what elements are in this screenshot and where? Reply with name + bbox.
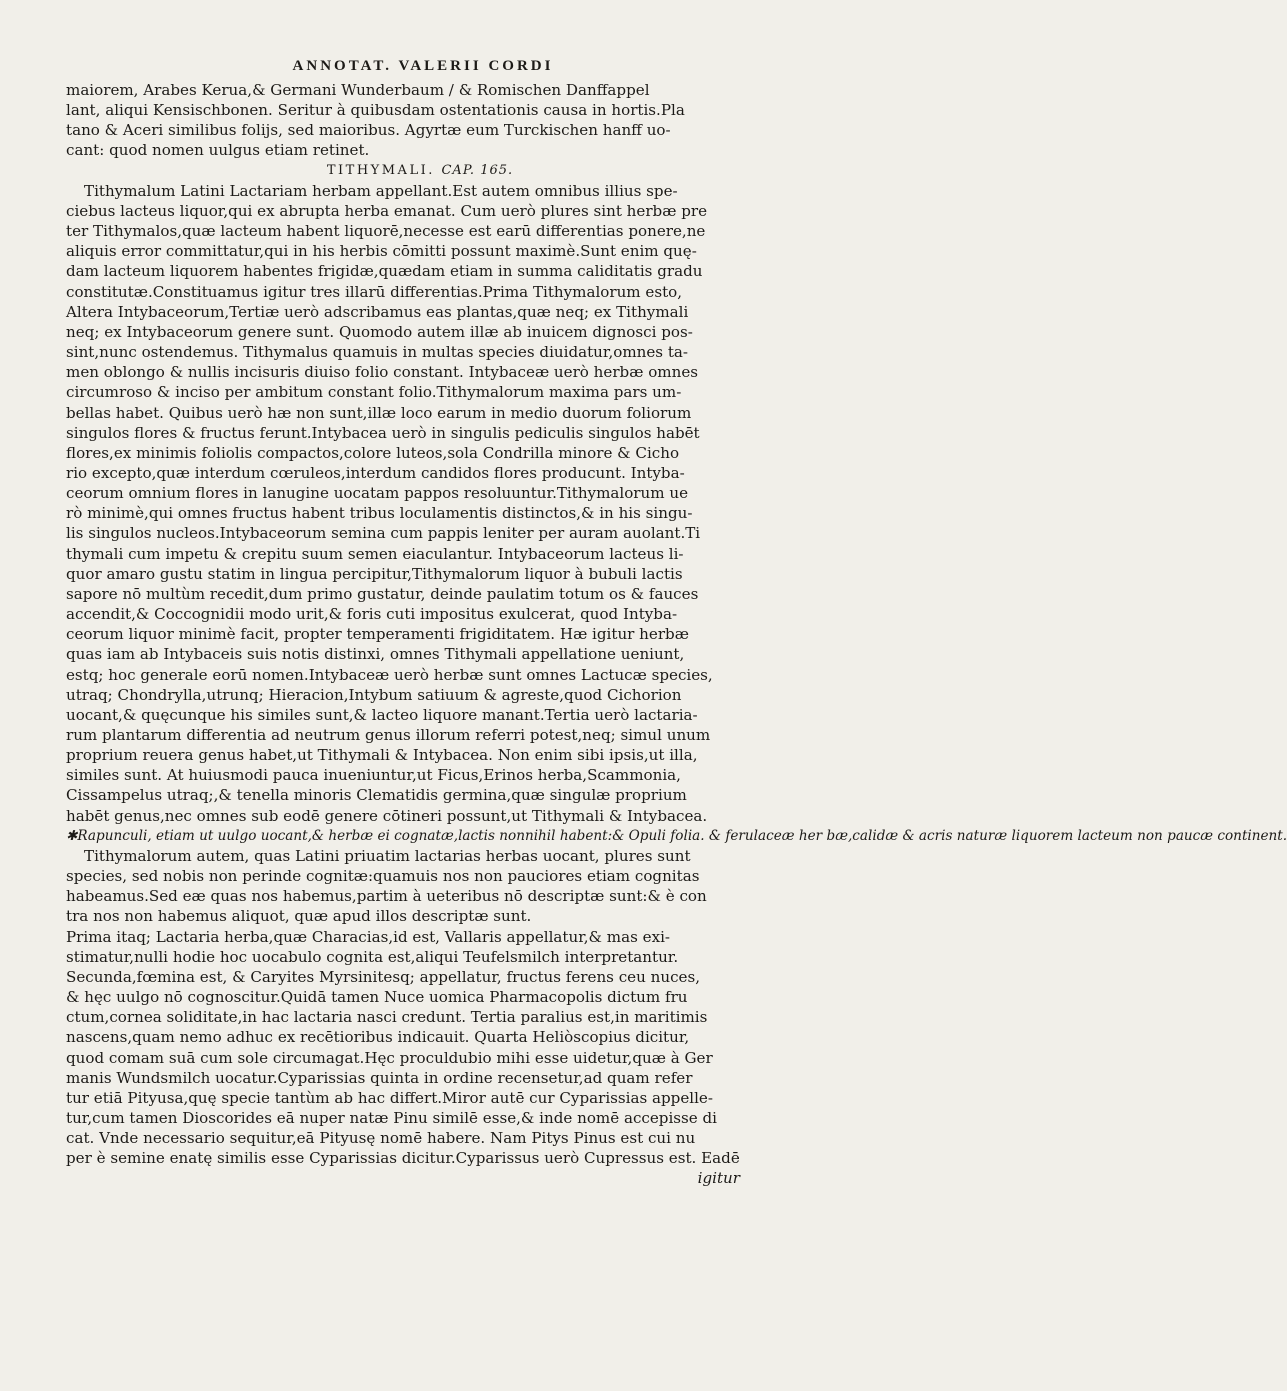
text-line: rio excepto,quæ interdum cœruleos,interdum candidos flores producunt. Intyba- bbox=[66, 463, 685, 482]
text-line: Altera Intybaceorum,Tertiæ uerò adscribamus eas plantas,quæ neq; ex Tithymali bbox=[66, 302, 689, 321]
text-line: ceorum liquor minimè facit, propter temperamenti frigiditatem. Hæ igitur herbæ bbox=[66, 625, 689, 644]
text-line: constitutæ.Constituamus igitur tres illarū differentias.Prima Tithymalorum esto, bbox=[66, 282, 683, 301]
text-line: circumroso & inciso per ambitum constant folio.Tithymalorum maxima pars um- bbox=[66, 383, 682, 402]
text-line: Cissampelus utraq;,& tenella minoris Clematidis germina,quæ singulæ proprium bbox=[66, 786, 687, 805]
text-line: rò minimè,qui omnes fructus habent tribus loculamentis distinctos,& in his singu- bbox=[66, 504, 693, 523]
marginal-note bbox=[66, 826, 1287, 846]
text-line: Tithymalum Latini Lactariam herbam appellant.Est autem omnibus illius spe- bbox=[84, 181, 678, 200]
text-line: per è semine enatę similis esse Cyparissias dicitur.Cyparissus uerò Cupressus est. Eadē bbox=[66, 1149, 740, 1168]
text-line: habeamus.Sed eæ quas nos habemus,partim à ueteribus nō descriptæ sunt:& è con bbox=[66, 887, 707, 906]
chapter-title: TITHYMALI. bbox=[326, 162, 435, 178]
text-line: flores,ex minimis foliolis compactos,colore luteos,sola Condrilla minore & Cicho bbox=[66, 443, 680, 462]
text-line: manis Wundsmilch uocatur.Cyparissias quinta in ordine recensetur,ad quam refer bbox=[66, 1068, 693, 1087]
text-line: cant: quod nomen uulgus etiam retinet. bbox=[66, 141, 370, 160]
text-line: tano & Aceri similibus folijs, sed maioribus. Agyrtæ eum Turckischen hanff uo- bbox=[66, 121, 671, 140]
text-line: maiorem, Arabes Kerua,& Germani Wunderbaum / & Romischen Danffappel bbox=[66, 81, 650, 99]
text-line: neq; ex Intybaceorum genere sunt. Quomodo autem illæ ab inuicem dignosci pos- bbox=[66, 322, 693, 341]
text-line: sapore nō multùm recedit,dum primo gustatur, deinde paulatim totum os & fauces bbox=[66, 584, 699, 603]
text-line: uocant,& quęcunque his similes sunt,& lacteo liquore manant.Tertia uerò lactaria- bbox=[66, 705, 698, 724]
text-line: quas iam ab Intybaceis suis notis distinxi, omnes Tithymali appellatione ueniunt, bbox=[66, 645, 685, 664]
text-line: tur,cum tamen Dioscorides eā nuper natæ Pinu similē esse,& inde nomē accepisse di bbox=[66, 1108, 717, 1127]
text-line: quor amaro gustu statim in lingua percipitur,Tithymalorum liquor à bubuli lactis bbox=[66, 564, 683, 583]
text-line: cat. Vnde necessario sequitur,eā Pityusę nomē habere. Nam Pitys Pinus est cui nu bbox=[66, 1129, 696, 1148]
text-line: thymali cum impetu & crepitu suum semen eiaculantur. Intybaceorum lacteus li- bbox=[66, 544, 684, 563]
text-line: ciebus lacteus liquor,qui ex abrupta herba emanat. Cum uerò plures sint herbæ pre bbox=[66, 201, 708, 220]
text-line: ter Tithymalos,quæ lacteum habent liquorē,necesse est earū differentias ponere,ne bbox=[66, 222, 706, 241]
opening-paragraph bbox=[66, 80, 774, 161]
text-line: sint,nunc ostendemus. Tithymalus quamuis in multas species diuidatur,omnes ta- bbox=[66, 343, 689, 362]
text-line: habēt genus,nec omnes sub eodē genere cōtineri possunt,ut Tithymali & Intybacea. bbox=[66, 806, 708, 825]
text-line: tur etiā Pityusa,quę specie tantùm ab hac differt.Miror autē cur Cyparissias appelle- bbox=[66, 1088, 713, 1107]
text-line: men oblongo & nullis incisuris diuiso folio constant. Intybaceæ uerò herbæ omnes bbox=[66, 363, 698, 382]
text-line: lis singulos nucleos.Intybaceorum semina cum pappis leniter per auram auolant.Ti bbox=[66, 524, 701, 543]
text-line: aliquis error committatur,qui in his herbis cōmitti possunt maximè.Sunt enim quę- bbox=[66, 242, 697, 261]
text-line: & hęc uulgo nō cognoscitur.Quidā tamen Nuce uomica Pharmacopolis dictum fru bbox=[66, 988, 688, 1007]
text-line: utraq; Chondrylla,utrunq; Hieracion,Intybum satiuum & agreste,quod Cichorion bbox=[66, 685, 682, 704]
running-head: ANNOTAT. VALERII CORDI bbox=[292, 58, 554, 74]
chapter-number: CAP. 165. bbox=[441, 162, 514, 178]
text-line: ctum,cornea soliditate,in hac lactaria nasci credunt. Tertia paralius est,in maritimis bbox=[66, 1008, 708, 1027]
text-line: Prima itaq; Lactaria herba,quæ Characias,id est, Vallaris appellatur,& mas exi- bbox=[66, 927, 671, 946]
text-line: ceorum omnium flores in lanugine uocatam pappos resoluuntur.Tithymalorum ue bbox=[66, 484, 688, 503]
text-line: quod comam suā cum sole circumagat.Hęc proculdubio mihi esse uidetur,quæ à Ger bbox=[66, 1048, 713, 1067]
paragraph-tithymali-species bbox=[66, 846, 774, 1169]
text-line: dam lacteum liquorem habentes frigidæ,quædam etiam in summa caliditatis gradu bbox=[66, 262, 703, 281]
text-line: Tithymalorum autem, quas Latini priuatim lactarias herbas uocant, plures sunt bbox=[84, 846, 691, 865]
text-line: similes sunt. At huiusmodi pauca inueniuntur,ut Ficus,Erinos herba,Scammonia, bbox=[66, 766, 681, 785]
text-line: proprium reuera genus habet,ut Tithymali & Intybacea. Non enim sibi ipsis,ut illa, bbox=[66, 746, 698, 765]
text-line: bellas habet. Quibus uerò hæ non sunt,illæ loco earum in medio duorum foliorum bbox=[66, 403, 692, 422]
note-text: ✱Rapunculi, etiam ut uulgo uocant,& herbæ ei cognatæ,lactis nonnihil habent:& Opuli folia. & ferulaceæ her bæ,calidæ & acris naturæ liquorem lacteum non paucæ continent. bbox=[66, 827, 1287, 844]
text-line: tra nos non habemus aliquot, quæ apud illos descriptæ sunt. bbox=[66, 907, 532, 926]
catchword: igitur bbox=[697, 1169, 740, 1188]
text-line: rum plantarum differentia ad neutrum genus illorum referri potest,neq; simul unum bbox=[66, 726, 711, 744]
text-line: stimatur,nulli hodie hoc uocabulo cognita est,aliqui Teufelsmilch interpretantur. bbox=[66, 947, 679, 966]
text-line: lant, aliqui Kensischbonen. Seritur à quibusdam ostentationis causa in hortis.Pla bbox=[66, 101, 685, 120]
text-line: estq; hoc generale eorū nomen.Intybaceæ uerò herbæ sunt omnes Lactucæ species, bbox=[66, 665, 713, 684]
paragraph-tithymali-differences bbox=[66, 181, 774, 826]
chapter-heading bbox=[66, 161, 774, 181]
text-line: species, sed nobis non perinde cognitæ:quamuis nos non pauciores etiam cognitas bbox=[66, 867, 700, 886]
text-line: accendit,& Coccognidii modo urit,& foris cuti impositus exulcerat, quod Intyba- bbox=[66, 605, 678, 624]
text-line: singulos flores & fructus ferunt.Intybacea uerò in singulis pediculis singulos habēt bbox=[66, 423, 700, 442]
text-line: Secunda,fœmina est, & Caryites Myrsinitesq; appellatur, fructus ferens ceu nuces, bbox=[66, 967, 700, 986]
body-text bbox=[66, 80, 1287, 1189]
text-line: nascens,quam nemo adhuc ex recētioribus indicauit. Quarta Heliòscopius dicitur, bbox=[66, 1028, 690, 1047]
